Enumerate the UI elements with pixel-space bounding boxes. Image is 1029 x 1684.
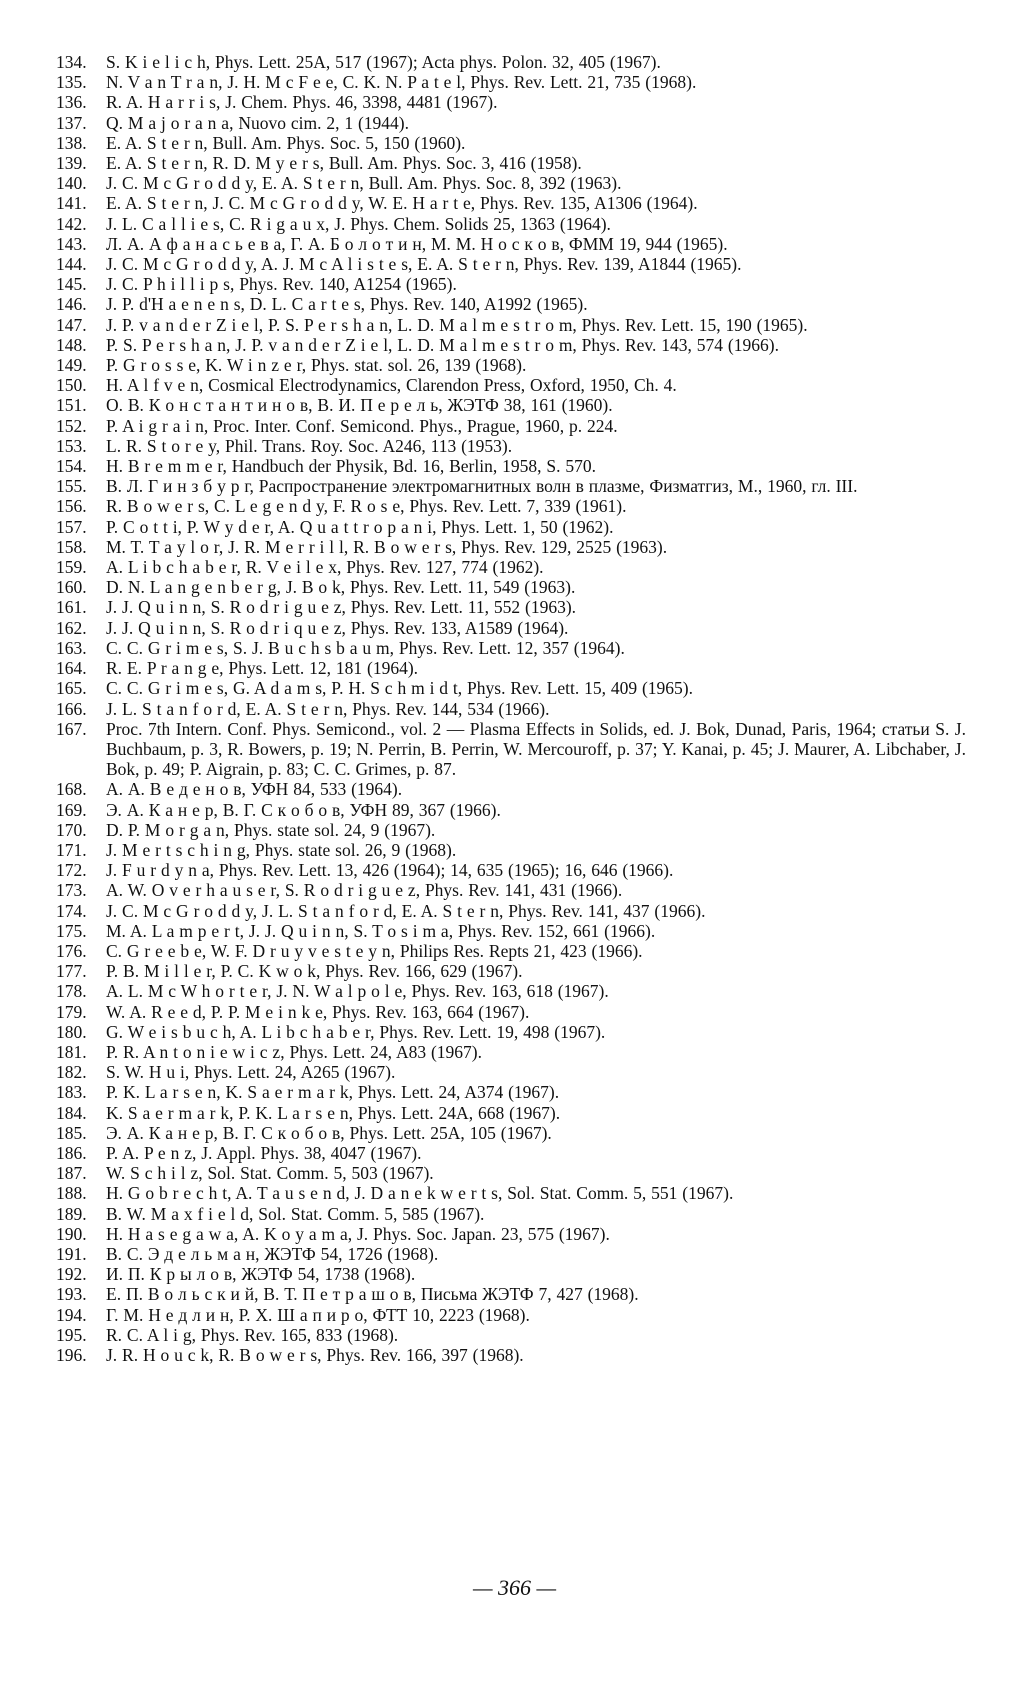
reference-item — [56, 1284, 966, 1304]
reference-item — [56, 1305, 966, 1325]
reference-number: 145. — [56, 274, 87, 295]
reference-number: 185. — [56, 1122, 87, 1143]
reference-number: 160. — [56, 577, 87, 598]
reference-number: 167. — [56, 718, 87, 739]
reference-text: Proc. 7th Intern. Conf. Phys. Semicond., vol. 2 — Plasma Effects in Solids, ed. J. Bok, Dunad, Paris, 1964; статьи S. J. Buchbaum, p. 3, R. Bowers, p. 19; N. Perrin, B. Perrin, W. Mercouroff, p. 37; Y. Kanai, p. 45; J. Maurer, A. Libchaber, J. Bok, p. 49; P. Aigrain, p. 83; C. C. Grimes, p. 87. — [106, 718, 966, 780]
reference-text: C. C. G r i m e s, G. A d a m s, P. H. S c h m i d t, Phys. Rev. Lett. 15, 409 (1965). — [106, 678, 693, 699]
reference-number: 135. — [56, 72, 87, 93]
reference-text: P. B. M i l l e r, P. C. K w o k, Phys. Rev. 166, 629 (1967). — [106, 961, 523, 982]
reference-item — [56, 234, 966, 254]
reference-item — [56, 860, 966, 880]
reference-number: 181. — [56, 1041, 87, 1062]
reference-number: 155. — [56, 476, 87, 497]
reference-text: Q. M a j o r a n a, Nuovo cim. 2, 1 (1944). — [106, 112, 409, 133]
reference-number: 154. — [56, 456, 87, 477]
reference-item — [56, 678, 966, 698]
reference-text: О. В. К о н с т а н т и н о в, В. И. П е р е л ь, ЖЭТФ 38, 161 (1960). — [106, 395, 613, 416]
reference-number: 143. — [56, 233, 87, 254]
reference-item — [56, 335, 966, 355]
reference-item — [56, 1042, 966, 1062]
reference-number: 152. — [56, 415, 87, 436]
reference-text: Э. А. К а н е р, В. Г. С к о б о в, Phys. Lett. 25A, 105 (1967). — [106, 1122, 552, 1143]
reference-number: 156. — [56, 496, 87, 517]
reference-number: 139. — [56, 153, 87, 174]
reference-text: K. S a e r m a r k, P. K. L a r s e n, Phys. Lett. 24A, 668 (1967). — [106, 1102, 561, 1123]
reference-text: Е. П. В о л ь с к и й, В. Т. П е т р а ш о в, Письма ЖЭТФ 7, 427 (1968). — [106, 1284, 639, 1305]
reference-text: S. K i e l i c h, Phys. Lett. 25A, 517 (1967); Acta phys. Polon. 32, 405 (1967). — [106, 52, 661, 72]
reference-number: 174. — [56, 900, 87, 921]
reference-item — [56, 1244, 966, 1264]
reference-number: 178. — [56, 981, 87, 1002]
reference-item — [56, 577, 966, 597]
reference-item — [56, 274, 966, 294]
reference-item — [56, 1345, 966, 1365]
reference-item — [56, 658, 966, 678]
reference-number: 144. — [56, 254, 87, 275]
reference-item — [56, 173, 966, 193]
reference-text: P. A i g r a i n, Proc. Inter. Conf. Semicond. Phys., Prague, 1960, p. 224. — [106, 415, 618, 436]
reference-number: 172. — [56, 860, 87, 881]
reference-text: B. W. M a x f i e l d, Sol. Stat. Comm. 5, 585 (1967). — [106, 1203, 485, 1224]
reference-number: 187. — [56, 1163, 87, 1184]
reference-number: 191. — [56, 1243, 87, 1264]
reference-number: 151. — [56, 395, 87, 416]
reference-number: 165. — [56, 678, 87, 699]
reference-number: 195. — [56, 1324, 87, 1345]
reference-number: 153. — [56, 435, 87, 456]
page-number: — 366 — — [472, 1575, 557, 1600]
reference-number: 169. — [56, 799, 87, 820]
reference-number: 138. — [56, 132, 87, 153]
reference-number: 148. — [56, 334, 87, 355]
reference-item — [56, 1325, 966, 1345]
reference-number: 186. — [56, 1142, 87, 1163]
reference-item — [56, 1163, 966, 1183]
reference-number: 147. — [56, 314, 87, 335]
reference-item — [56, 1123, 966, 1143]
reference-text: P. R. A n t o n i e w i c z, Phys. Lett. 24, A83 (1967). — [106, 1041, 482, 1062]
reference-text: J. R. H o u c k, R. B o w e r s, Phys. Rev. 166, 397 (1968). — [106, 1345, 524, 1365]
reference-text: J. C. P h i l l i p s, Phys. Rev. 140, A1254 (1965). — [106, 274, 457, 295]
reference-item — [56, 395, 966, 415]
reference-item — [56, 456, 966, 476]
reference-item — [56, 517, 966, 537]
reference-number: 179. — [56, 1001, 87, 1022]
reference-item — [56, 597, 966, 617]
reference-text: R. E. P r a n g e, Phys. Lett. 12, 181 (1964). — [106, 658, 419, 679]
reference-item — [56, 1022, 966, 1042]
reference-text: H. H a s e g a w a, A. K o y a m a, J. Phys. Soc. Japan. 23, 575 (1967). — [106, 1223, 610, 1244]
reference-item — [56, 193, 966, 213]
reference-text: E. A. S t e r n, Bull. Am. Phys. Soc. 5, 150 (1960). — [106, 132, 466, 153]
reference-text: А. А. В е д е н о в, УФН 84, 533 (1964). — [106, 779, 403, 800]
reference-item — [56, 699, 966, 719]
reference-item — [56, 294, 966, 314]
reference-number: 162. — [56, 617, 87, 638]
reference-text: M. T. T a y l o r, J. R. M e r r i l l, R. B o w e r s, Phys. Rev. 129, 2525 (1963). — [106, 536, 668, 557]
reference-item — [56, 254, 966, 274]
reference-text: J. L. S t a n f o r d, E. A. S t e r n, Phys. Rev. 144, 534 (1966). — [106, 698, 550, 719]
reference-text: P. S. P e r s h a n, J. P. v a n d e r Z i e l, L. D. M a l m e s t r o m, Phys. Rev. 143, 574 (1966). — [106, 334, 779, 355]
reference-number: 140. — [56, 173, 87, 194]
reference-number: 177. — [56, 961, 87, 982]
reference-number: 173. — [56, 880, 87, 901]
reference-item — [56, 496, 966, 516]
reference-number: 188. — [56, 1183, 87, 1204]
reference-number: 183. — [56, 1082, 87, 1103]
reference-text: В. Л. Г и н з б у р г, Распространение электромагнитных волн в плазме, Физматгиз, М., 1960, гл. III. — [106, 476, 858, 497]
reference-text: E. A. S t e r n, J. C. M c G r o d d y, W. E. H a r t e, Phys. Rev. 135, A1306 (1964). — [106, 193, 698, 214]
reference-number: 163. — [56, 637, 87, 658]
reference-number: 161. — [56, 597, 87, 618]
reference-item — [56, 638, 966, 658]
reference-text: A. L i b c h a b e r, R. V e i l e x, Phys. Rev. 127, 774 (1962). — [106, 557, 544, 578]
reference-item — [56, 961, 966, 981]
reference-text: J. M e r t s c h i n g, Phys. state sol. 26, 9 (1968). — [106, 839, 457, 860]
reference-number: 168. — [56, 779, 87, 800]
reference-item — [56, 1224, 966, 1244]
reference-item — [56, 1143, 966, 1163]
reference-text: J. P. d'H a e n e n s, D. L. C a r t e s, Phys. Rev. 140, A1992 (1965). — [106, 294, 588, 315]
reference-number: 192. — [56, 1264, 87, 1285]
reference-item — [56, 1264, 966, 1284]
reference-number: 166. — [56, 698, 87, 719]
reference-item — [56, 840, 966, 860]
reference-number: 146. — [56, 294, 87, 315]
reference-item — [56, 214, 966, 234]
reference-number: 149. — [56, 355, 87, 376]
reference-text: A. W. O v e r h a u s e r, S. R o d r i g u e z, Phys. Rev. 141, 431 (1966). — [106, 880, 623, 901]
reference-text: A. L. M c W h o r t e r, J. N. W a l p o l e, Phys. Rev. 163, 618 (1967). — [106, 981, 609, 1002]
reference-item — [56, 537, 966, 557]
reference-number: 189. — [56, 1203, 87, 1224]
reference-text: И. П. К р ы л о в, ЖЭТФ 54, 1738 (1968). — [106, 1264, 416, 1285]
reference-text: J. J. Q u i n n, S. R o d r i q u e z, Phys. Rev. 133, A1589 (1964). — [106, 617, 569, 638]
reference-text: R. A. H a r r i s, J. Chem. Phys. 46, 3398, 4481 (1967). — [106, 92, 498, 113]
reference-text: Э. А. К а н е р, В. Г. С к о б о в, УФН 89, 367 (1966). — [106, 799, 501, 820]
reference-item — [56, 1082, 966, 1102]
reference-number: 196. — [56, 1345, 87, 1365]
reference-text: D. P. M o r g a n, Phys. state sol. 24, 9 (1967). — [106, 819, 436, 840]
reference-number: 157. — [56, 516, 87, 537]
reference-item — [56, 921, 966, 941]
reference-item — [56, 133, 966, 153]
reference-number: 158. — [56, 536, 87, 557]
reference-item — [56, 153, 966, 173]
reference-item — [56, 1183, 966, 1203]
reference-item — [56, 719, 966, 780]
reference-number: 180. — [56, 1021, 87, 1042]
reference-item — [56, 375, 966, 395]
reference-item — [56, 436, 966, 456]
reference-item — [56, 476, 966, 496]
reference-text: P. G r o s s e, K. W i n z e r, Phys. stat. sol. 26, 139 (1968). — [106, 355, 527, 376]
reference-list — [56, 52, 966, 1365]
reference-text: C. C. G r i m e s, S. J. B u c h s b a u m, Phys. Rev. Lett. 12, 357 (1964). — [106, 637, 625, 658]
reference-item — [56, 416, 966, 436]
reference-number: 134. — [56, 52, 87, 72]
reference-text: P. A. P e n z, J. Appl. Phys. 38, 4047 (1967). — [106, 1142, 422, 1163]
reference-item — [56, 557, 966, 577]
reference-number: 150. — [56, 375, 87, 396]
reference-item — [56, 72, 966, 92]
reference-text: J. C. M c G r o d d y, A. J. M c A l i s t e s, E. A. S t e r n, Phys. Rev. 139, A1844 (1965). — [106, 254, 742, 275]
reference-number: 136. — [56, 92, 87, 113]
reference-item — [56, 618, 966, 638]
reference-text: M. A. L a m p e r t, J. J. Q u i n n, S. T o s i m a, Phys. Rev. 152, 661 (1966). — [106, 920, 656, 941]
reference-number: 171. — [56, 839, 87, 860]
reference-number: 193. — [56, 1284, 87, 1305]
reference-item — [56, 941, 966, 961]
reference-number: 175. — [56, 920, 87, 941]
reference-text: W. A. R e e d, P. P. M e i n k e, Phys. Rev. 163, 664 (1967). — [106, 1001, 530, 1022]
reference-item — [56, 820, 966, 840]
reference-text: E. A. S t e r n, R. D. M y e r s, Bull. Am. Phys. Soc. 3, 416 (1958). — [106, 153, 582, 174]
reference-text: G. W e i s b u c h, A. L i b c h a b e r, Phys. Rev. Lett. 19, 498 (1967). — [106, 1021, 606, 1042]
reference-item — [56, 113, 966, 133]
reference-text: В. С. Э д е л ь м а н, ЖЭТФ 54, 1726 (1968). — [106, 1243, 439, 1264]
reference-text: Л. А. А ф а н а с ь е в а, Г. А. Б о л о т и н, М. М. Н о с к о в, ФММ 19, 944 (1965). — [106, 233, 728, 254]
reference-text: H. B r e m m e r, Handbuch der Physik, Bd. 16, Berlin, 1958, S. 570. — [106, 456, 596, 477]
reference-number: 159. — [56, 557, 87, 578]
reference-text: L. R. S t o r e y, Phil. Trans. Roy. Soc. A246, 113 (1953). — [106, 435, 513, 456]
reference-text: D. N. L a n g e n b e r g, J. B o k, Phys. Rev. Lett. 11, 549 (1963). — [106, 577, 576, 598]
reference-text: R. B o w e r s, C. L e g e n d y, F. R o s e, Phys. Rev. Lett. 7, 339 (1961). — [106, 496, 627, 517]
reference-number: 141. — [56, 193, 87, 214]
reference-text: J. C. M c G r o d d y, J. L. S t a n f o r d, E. A. S t e r n, Phys. Rev. 141, 437 (1966). — [106, 900, 706, 921]
reference-text: H. A l f v e n, Cosmical Electrodynamics, Clarendon Press, Oxford, 1950, Ch. 4. — [106, 375, 677, 396]
reference-item — [56, 1062, 966, 1082]
reference-item — [56, 779, 966, 799]
reference-number: 176. — [56, 940, 87, 961]
reference-text: S. W. H u i, Phys. Lett. 24, A265 (1967). — [106, 1062, 396, 1083]
reference-item — [56, 901, 966, 921]
reference-text: J. L. C a l l i e s, C. R i g a u x, J. Phys. Chem. Solids 25, 1363 (1964). — [106, 213, 611, 234]
reference-number: 164. — [56, 658, 87, 679]
reference-item — [56, 92, 966, 112]
reference-number: 190. — [56, 1223, 87, 1244]
reference-text: N. V a n T r a n, J. H. M c F e e, C. K. N. P a t e l, Phys. Rev. Lett. 21, 735 (1968). — [106, 72, 697, 93]
reference-text: J. C. M c G r o d d y, E. A. S t e r n, Bull. Am. Phys. Soc. 8, 392 (1963). — [106, 173, 622, 194]
reference-text: Г. М. Н е д л и н, Р. Х. Ш а п и р о, ФТТ 10, 2223 (1968). — [106, 1304, 530, 1325]
reference-item — [56, 355, 966, 375]
reference-text: C. G r e e b e, W. F. D r u y v e s t e y n, Philips Res. Repts 21, 423 (1966). — [106, 940, 643, 961]
reference-number: 170. — [56, 819, 87, 840]
reference-number: 142. — [56, 213, 87, 234]
reference-item — [56, 52, 966, 72]
reference-number: 194. — [56, 1304, 87, 1325]
reference-item — [56, 981, 966, 1001]
reference-number: 182. — [56, 1062, 87, 1083]
reference-text: P. C o t t i, P. W y d e r, A. Q u a t t r o p a n i, Phys. Lett. 1, 50 (1962). — [106, 516, 614, 537]
reference-text: J. F u r d y n a, Phys. Rev. Lett. 13, 426 (1964); 14, 635 (1965); 16, 646 (1966). — [106, 860, 674, 881]
reference-text: J. J. Q u i n n, S. R o d r i g u e z, Phys. Rev. Lett. 11, 552 (1963). — [106, 597, 577, 618]
reference-item — [56, 1103, 966, 1123]
reference-item — [56, 800, 966, 820]
reference-text: P. K. L a r s e n, K. S a e r m a r k, Phys. Lett. 24, A374 (1967). — [106, 1082, 560, 1103]
reference-item — [56, 880, 966, 900]
reference-text: H. G o b r e c h t, A. T a u s e n d, J. D a n e k w e r t s, Sol. Stat. Comm. 5, 551 (1967). — [106, 1183, 734, 1204]
reference-text: J. P. v a n d e r Z i e l, P. S. P e r s h a n, L. D. M a l m e s t r o m, Phys. Rev. Lett. 15, 190 (1965). — [106, 314, 808, 335]
reference-item — [56, 1002, 966, 1022]
reference-text: W. S c h i l z, Sol. Stat. Comm. 5, 503 (1967). — [106, 1163, 434, 1184]
reference-item — [56, 315, 966, 335]
reference-text: R. C. A l i g, Phys. Rev. 165, 833 (1968). — [106, 1324, 399, 1345]
reference-item — [56, 1204, 966, 1224]
reference-number: 137. — [56, 112, 87, 133]
reference-number: 184. — [56, 1102, 87, 1123]
